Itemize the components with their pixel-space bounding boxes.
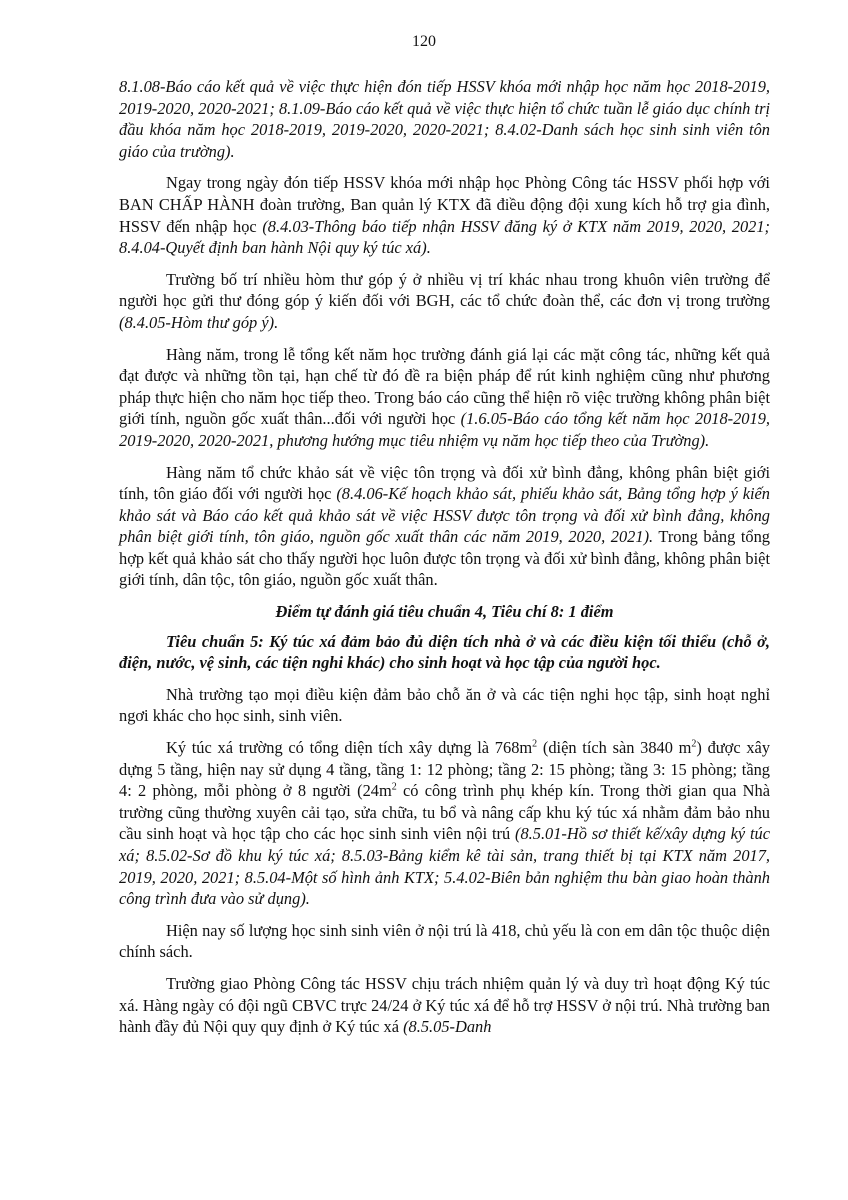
evidence-reference: (8.5.01-Hồ sơ thiết kế/xây dựng ký túc xá; 8.5.02-Sơ đồ khu ký túc xá; 8.5.03-Bảng kiểm kê tài sản, trang thiết bị tại KTX năm 2017, 2019, 2020, 2021; 8.5.04-Một số hình ảnh KTX; 5.4.02-Biên bản nghiệm thu bàn giao hoàn thành công trình đưa vào sử dụng). (119, 824, 771, 909)
paragraph-facilities: Nhà trường tạo mọi điều kiện đảm bảo chỗ ăn ở và các tiện nghi học tập, sinh hoạt nghỉ ngơi khác cho học sinh, sinh viên. (119, 684, 770, 726)
paragraph-text: Hàng năm tổ chức khảo sát về việc tôn trọng và đối xử bình đẳng, không phân biệt giới tính, tôn giáo đối với người học (119, 462, 770, 504)
page-number: 120 (412, 33, 436, 50)
self-assessment-score: Điểm tự đánh giá tiêu chuẩn 4, Tiêu chí 8: 1 điểm (275, 602, 614, 622)
evidence-reference: (1.6.05-Báo cáo tổng kết năm học 2018-2019, 2019-2020, 2020-2021, phương hướng mục tiêu nhiệm vụ năm học tiếp theo của Trường). (119, 409, 770, 450)
superscript: 2 (532, 738, 538, 750)
paragraph-annual-review (119, 344, 770, 452)
superscript: 2 (691, 738, 697, 750)
criterion-heading: Tiêu chuẩn 5: Ký túc xá đảm bảo đủ diện tích nhà ở và các điều kiện tối thiểu (chỗ ở, điện, nước, vệ sinh, các tiện nghi khác) cho sinh hoạt và học tập của người học. (119, 631, 770, 673)
paragraph-text-tail: Trong bảng tổng hợp kết quả khảo sát cho thấy người học luôn được tôn trọng và đối xử bình đẳng, không phân biệt giới tính, dân tộc, tôn giáo, nguồn gốc xuất thân. (119, 527, 770, 590)
paragraph-management (119, 973, 770, 1038)
page-content (119, 76, 770, 1048)
paragraph-text: Trường giao Phòng Công tác HSSV chịu trách nhiệm quản lý và duy trì hoạt động Ký túc xá. Hàng ngày có đội ngũ CBVC trực 24/24 ở Ký túc xá để hỗ trợ HSSV ở nội trú. Nhà trường ban hành đầy đủ Nội quy quy định ở Ký túc xá (119, 973, 770, 1037)
paragraph-text: Trường bố trí nhiều hòm thư góp ý ở nhiều vị trí khác nhau trong khuôn viên trường để người học gửi thư đóng góp ý kiến đối với BGH, các tổ chức đoàn thể, các đơn vị trong trường (119, 269, 770, 311)
paragraph-text: Ký túc xá trường có tổng diện tích xây dựng là 768m (166, 738, 533, 758)
superscript: 2 (391, 781, 397, 793)
evidence-reference: (8.5.05-Danh (403, 1017, 492, 1037)
evidence-reference: (8.4.05-Hòm thư góp ý). (119, 312, 279, 332)
paragraph-text: Hàng năm, trong lễ tổng kết năm học trường đánh giá lại các mặt công tác, những kết quả đạt được và những tồn tại, hạn chế từ đó đề ra biện pháp để rút kinh nghiệm cũng như phương pháp thực hiện cho năm học tiếp theo. Trong báo cáo cũng thể hiện rõ việc trường không phân biệt giới tính, nguồn gốc xuất thân...đối với người học (119, 344, 770, 429)
paragraph-text: ) được xây dựng 5 tầng, hiện nay sử dụng 4 tầng, tầng 1: 12 phòng; tầng 2: 15 phòng; tầng 3: 15 phòng; tầng 4: 2 phòng, mỗi phòng ở 8 người (24m (119, 738, 771, 801)
paragraph-boarding-count: Hiện nay số lượng học sinh sinh viên ở nội trú là 418, chủ yếu là con em dân tộc thuộc diện chính sách. (119, 920, 770, 962)
paragraph-text: (diện tích sàn 3840 m (537, 738, 692, 758)
paragraph-evidence-list: 8.1.08-Báo cáo kết quả về việc thực hiện đón tiếp HSSV khóa mới nhập học năm học 2018-2019, 2019-2020, 2020-2021; 8.1.09-Báo cáo kết quả về việc thực hiện tổ chức tuần lễ giáo dục chính trị đầu khóa năm học 2018-2019, 2019-2020, 2020-2021; 8.4.02-Danh sách học sinh sinh viên tôn giáo của trường). (119, 77, 770, 161)
evidence-reference: (8.4.06-Kế hoạch khảo sát, phiếu khảo sát, Bảng tổng hợp ý kiến khảo sát và Báo cáo kết quả khảo sát về việc HSSV được tôn trọng và đối xử bình đẳng, không phân biệt giới tính, tôn giáo, nguồn gốc xuất thân các năm 2019, 2020, 2021). (119, 484, 770, 547)
paragraph-survey (119, 462, 770, 592)
evidence-reference: (8.4.03-Thông báo tiếp nhận HSSV đăng ký ở KTX năm 2019, 2020, 2021; 8.4.04-Quyết định ban hành Nội quy ký túc xá). (119, 216, 770, 258)
paragraph-text: có công trình phụ khép kín. Trong thời gian qua Nhà trường cũng thường xuyên cải tạo, sửa chữa, tu bổ và nâng cấp khu ký túc xá nhằm đảm bảo nhu cầu sinh hoạt và học tập cho các học sinh sinh viên nội trú (119, 781, 770, 844)
paragraph-suggestion-box (119, 269, 770, 334)
paragraph-dormitory (119, 737, 770, 910)
paragraph-text: Ngay trong ngày đón tiếp HSSV khóa mới nhập học Phòng Công tác HSSV phối hợp với BAN CHẤP HÀNH đoàn trường, Ban quản lý KTX đã điều động đội xung kích hỗ trợ gia đình, HSSV đến nhập học (119, 173, 770, 236)
paragraph-welcome-students (119, 172, 770, 258)
